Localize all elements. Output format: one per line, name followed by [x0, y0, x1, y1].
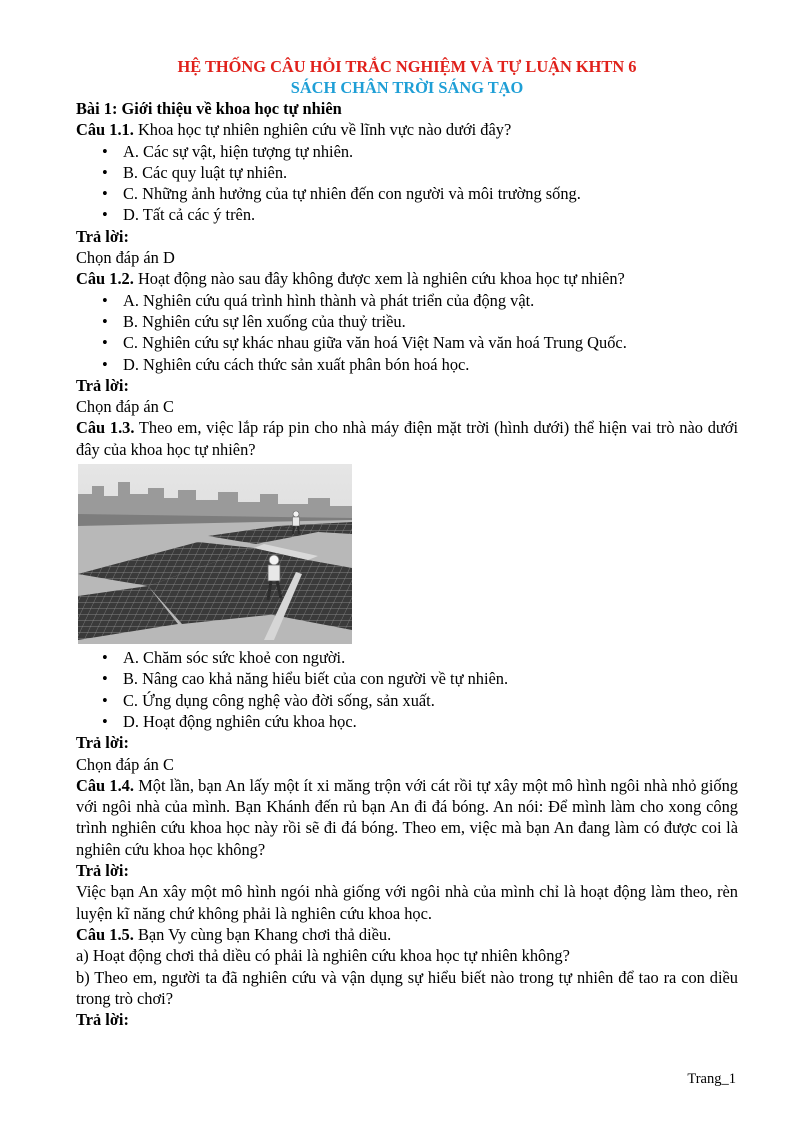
answer-text: Chọn đáp án C: [76, 397, 174, 417]
option-d: • D. Nghiên cứu cách thức sản xuất phân bón hoá học.: [102, 354, 738, 375]
option-b: • B. Các quy luật tự nhiên.: [102, 162, 738, 183]
lesson-title: Bài 1: Giới thiệu về khoa học tự nhiên: [76, 99, 342, 118]
option-a: • A. Chăm sóc sức khoẻ con người.: [102, 647, 738, 668]
answer-label: Trả lời:: [76, 226, 129, 246]
page-number: Trang_1: [687, 1071, 736, 1087]
solar-panel-photo: [78, 464, 352, 644]
answer-label: Trả lời:: [76, 1010, 129, 1030]
option-b: • B. Nghiên cứu sự lên xuống của thuỷ triều.: [102, 311, 738, 332]
answer-label: Trả lời:: [76, 733, 129, 753]
options-list: [76, 647, 738, 732]
option-d: • D. Tất cả các ý trên.: [102, 204, 738, 225]
question-number: Câu 1.3.: [76, 418, 135, 438]
question-number: Câu 1.4.: [76, 775, 134, 795]
question-text: Bạn Vy cùng bạn Khang chơi thả diều.: [133, 924, 392, 944]
options-list: [76, 141, 738, 226]
document-subtitle: SÁCH CHÂN TRỜI SÁNG TẠO: [290, 78, 524, 97]
option-a: • A. Các sự vật, hiện tượng tự nhiên.: [102, 141, 738, 162]
option-a: • A. Nghiên cứu quá trình hình thành và phát triển của động vật.: [102, 290, 738, 311]
option-c: • C. Ứng dụng công nghệ vào đời sống, sản xuất.: [102, 690, 738, 711]
document-page: [76, 56, 738, 1030]
answer-text: Việc bạn An xây một mô hình ngói nhà giống với ngôi nhà của mình chỉ là hoạt động làm theo, rèn luyện kĩ năng chứ không phải là nghiên cứu khoa học.: [76, 882, 738, 923]
question-1-4: [76, 775, 738, 860]
question-text: Theo em, việc lắp ráp pin cho nhà máy điện mặt trời (hình dưới) thể hiện vai trò nào dưới đây của khoa học tự nhiên?: [76, 418, 738, 459]
option-c: • C. Những ảnh hưởng của tự nhiên đến con người và môi trường sống.: [102, 183, 738, 204]
option-b: • B. Nâng cao khả năng hiểu biết của con người về tự nhiên.: [102, 668, 738, 689]
answer-text: Chọn đáp án D: [76, 248, 175, 268]
options-list: [76, 290, 738, 375]
answer-label: Trả lời:: [76, 861, 129, 881]
question-text: Khoa học tự nhiên nghiên cứu về lĩnh vực nào dưới đây?: [133, 120, 512, 140]
question-1-2: [76, 268, 738, 289]
document-title: HỆ THỐNG CÂU HỎI TRẮC NGHIỆM VÀ TỰ LUẬN KHTN 6: [177, 57, 637, 76]
question-1-1: [76, 119, 738, 140]
question-1-3: [76, 417, 738, 460]
question-number: Câu 1.2.: [76, 269, 134, 289]
question-part-a: a) Hoạt động chơi thả diều có phải là nghiên cứu khoa học tự nhiên không?: [76, 946, 570, 966]
answer-label: Trả lời:: [76, 375, 129, 395]
option-d: • D. Hoạt động nghiên cứu khoa học.: [102, 711, 738, 732]
question-text: Hoạt động nào sau đây không được xem là nghiên cứu khoa học tự nhiên?: [133, 269, 625, 289]
question-text: Một lần, bạn An lấy một ít xi măng trộn với cát rồi tự xây một mô hình ngôi nhà nhỏ giống với ngôi nhà của mình. Bạn Khánh đến rủ bạn An đi đá bóng. An nói: Để mình làm cho xong công trình nghiên cứu khoa học này rồi sẽ đi đá bóng. Theo em, việc mà bạn An đang làm có được coi là nghiên cứu khoa học không?: [76, 775, 738, 859]
option-c: • C. Nghiên cứu sự khác nhau giữa văn hoá Việt Nam và văn hoá Trung Quốc.: [102, 332, 738, 353]
question-1-5: [76, 924, 738, 945]
question-number: Câu 1.5.: [76, 924, 134, 944]
question-part-b: b) Theo em, người ta đã nghiên cứu và vận dụng sự hiểu biết nào trong tự nhiên để tao ra con diều trong trò chơi?: [76, 967, 738, 1008]
question-number: Câu 1.1.: [76, 120, 134, 140]
answer-text: Chọn đáp án C: [76, 754, 174, 774]
